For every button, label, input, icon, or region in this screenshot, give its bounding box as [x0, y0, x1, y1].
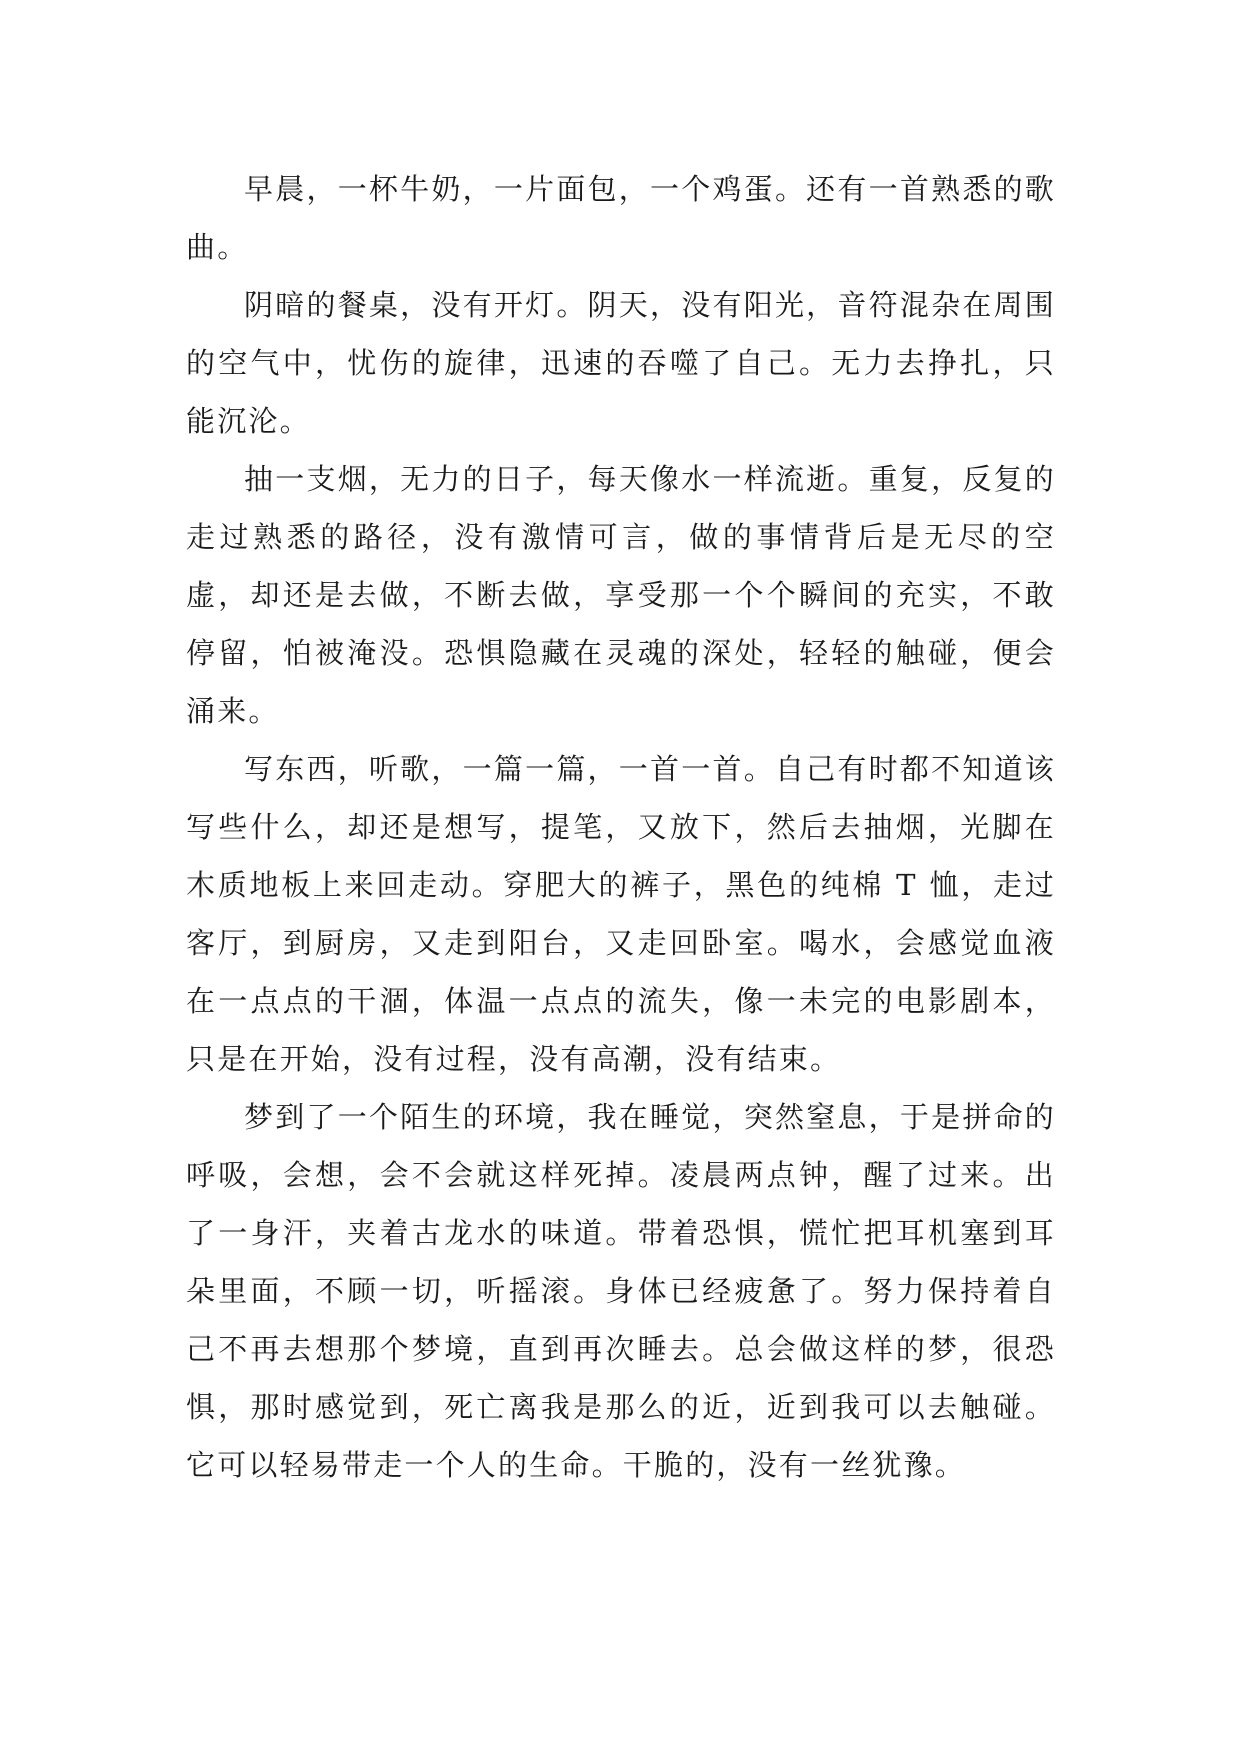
- paragraph-writing: 写东西，听歌，一篇一篇，一首一首。自己有时都不知道该写些什么，却还是想写，提笔，又放下，然后去抽烟，光脚在木质地板上来回走动。穿肥大的裤子，黑色的纯棉 T 恤，走过客厅，到厨房，又走到阳台，又走回卧室。喝水，会感觉血液在一点点的干涸，体温一点点的流失，像一未完的电影剧本，只是在开始，没有过程，没有高潮，没有结束。: [186, 752, 1056, 1076]
- document-body: [186, 160, 1056, 1494]
- paragraph-dark-table: 阴暗的餐桌，没有开灯。阴天，没有阳光，音符混杂在周围的空气中，忧伤的旋律，迅速的吞噬了自己。无力去挣扎，只能沉沦。: [186, 288, 1056, 438]
- paragraph-cigarette: 抽一支烟，无力的日子，每天像水一样流逝。重复，反复的走过熟悉的路径，没有激情可言，做的事情背后是无尽的空虚，却还是去做，不断去做，享受那一个个瞬间的充实，不敢停留，怕被淹没。恐惧隐藏在灵魂的深处，轻轻的触碰，便会涌来。: [186, 462, 1056, 728]
- paragraph-dream: 梦到了一个陌生的环境，我在睡觉，突然窒息，于是拼命的呼吸，会想，会不会就这样死掉。凌晨两点钟，醒了过来。出了一身汗，夹着古龙水的味道。带着恐惧，慌忙把耳机塞到耳朵里面，不顾一切，听摇滚。身体已经疲惫了。努力保持着自己不再去想那个梦境，直到再次睡去。总会做这样的梦，很恐惧，那时感觉到，死亡离我是那么的近，近到我可以去触碰。它可以轻易带走一个人的生命。干脆的，没有一丝犹豫。: [186, 1100, 1056, 1482]
- paragraph-breakfast: 早晨，一杯牛奶，一片面包，一个鸡蛋。还有一首熟悉的歌曲。: [186, 172, 1056, 264]
